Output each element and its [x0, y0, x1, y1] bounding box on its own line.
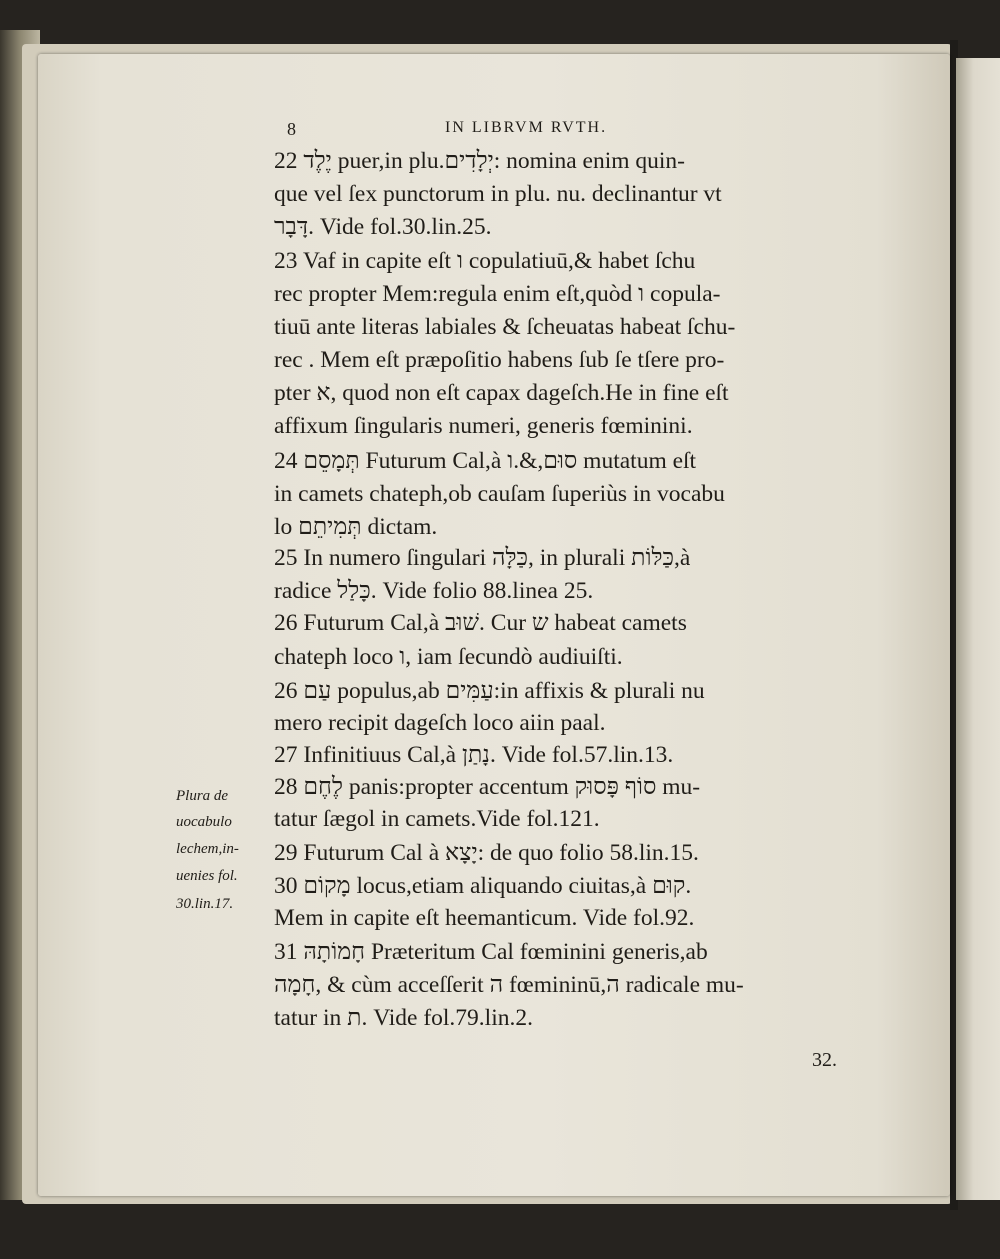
- page-number: 32.: [812, 1049, 837, 1071]
- body-line: 27 Infinitiuus Cal,à נָתַן. Vide fol.57.lin.13.: [274, 742, 674, 768]
- body-line: חָמָה, & cùm acceſſerit ה fœmininū,ה radicale mu-: [274, 972, 744, 998]
- body-line: mero recipit dageſch loco aiin paal.: [274, 710, 606, 736]
- body-line: 29 Futurum Cal à יָצָא: de quo folio 58.lin.15.: [274, 840, 699, 866]
- body-line: in camets chateph,ob cauſam ſuperiùs in vocabu: [274, 481, 725, 507]
- body-line: דָּבָר. Vide fol.30.lin.25.: [274, 214, 492, 240]
- body-line: 22 יֶלֶד puer,in plu.יְלָדִים: nomina enim quin-: [274, 148, 686, 174]
- folio-number: 8: [287, 119, 296, 139]
- body-line: 28 לֶחֶם panis:propter accentum סוֹף פָּסוּק mu-: [274, 774, 701, 800]
- margin-note-line: uocabulo: [176, 814, 232, 830]
- margin-note-line: 30.lin.17.: [176, 896, 234, 912]
- body-line: 26 עַם populus,ab עַמִּים:in affixis & plurali nu: [274, 678, 705, 704]
- running-head: IN LIBRVM RVTH.: [445, 119, 608, 136]
- body-line: tatur in ת. Vide fol.79.lin.2.: [274, 1005, 533, 1031]
- body-line: rec . Mem eſt præpoſitio habens ſub ſe tſere pro-: [274, 347, 725, 373]
- body-line: 31 חָמוֹתָהּ Præteritum Cal fœminini generis,ab: [274, 939, 708, 965]
- body-line: rec propter Mem:regula enim eſt,quòd ו copula-: [274, 281, 721, 307]
- body-line: pter א, quod non eſt capax dageſch.He in fine eſt: [274, 380, 729, 406]
- body-line: chateph loco ו, iam ſecundò audiuiſti.: [274, 644, 623, 670]
- body-line: affixum ſingularis numeri, generis fœminini.: [274, 413, 693, 439]
- body-line: 24 תְּמָסֵם Futurum Cal,à סוּם,&.ו mutatum eſt: [274, 448, 697, 474]
- body-line: tiuū ante literas labiales & ſcheuatas habeat ſchu-: [274, 314, 736, 340]
- body-line: lo תְּמִיתֵם dictam.: [274, 514, 438, 540]
- body-line: tatur ſægol in camets.Vide fol.121.: [274, 806, 600, 832]
- body-line: 25 In numero ſingulari כַּלָּה, in plurali כַּלּוֹת,à: [274, 545, 691, 571]
- body-line: radice כָּלַל. Vide folio 88.linea 25.: [274, 578, 594, 604]
- facing-page-edge: [956, 58, 1000, 1200]
- body-line: Mem in capite eſt heemanticum. Vide fol.92.: [274, 905, 695, 931]
- margin-note-line: uenies fol.: [176, 868, 238, 884]
- margin-note-line: lechem,in-: [176, 841, 239, 857]
- body-line: que vel ſex punctorum in plu. nu. declinantur vt: [274, 181, 722, 207]
- body-line: 30 מָקוֹם locus,etiam aliquando ciuitas,à קוּם.: [274, 873, 692, 899]
- margin-note-line: Plura de: [176, 788, 229, 804]
- body-line: 26 Futurum Cal,à שׁוּב. Cur ש habeat camets: [274, 610, 687, 636]
- body-line: 23 Vaf in capite eſt ו copulatiuū,& habet ſchu: [274, 248, 696, 274]
